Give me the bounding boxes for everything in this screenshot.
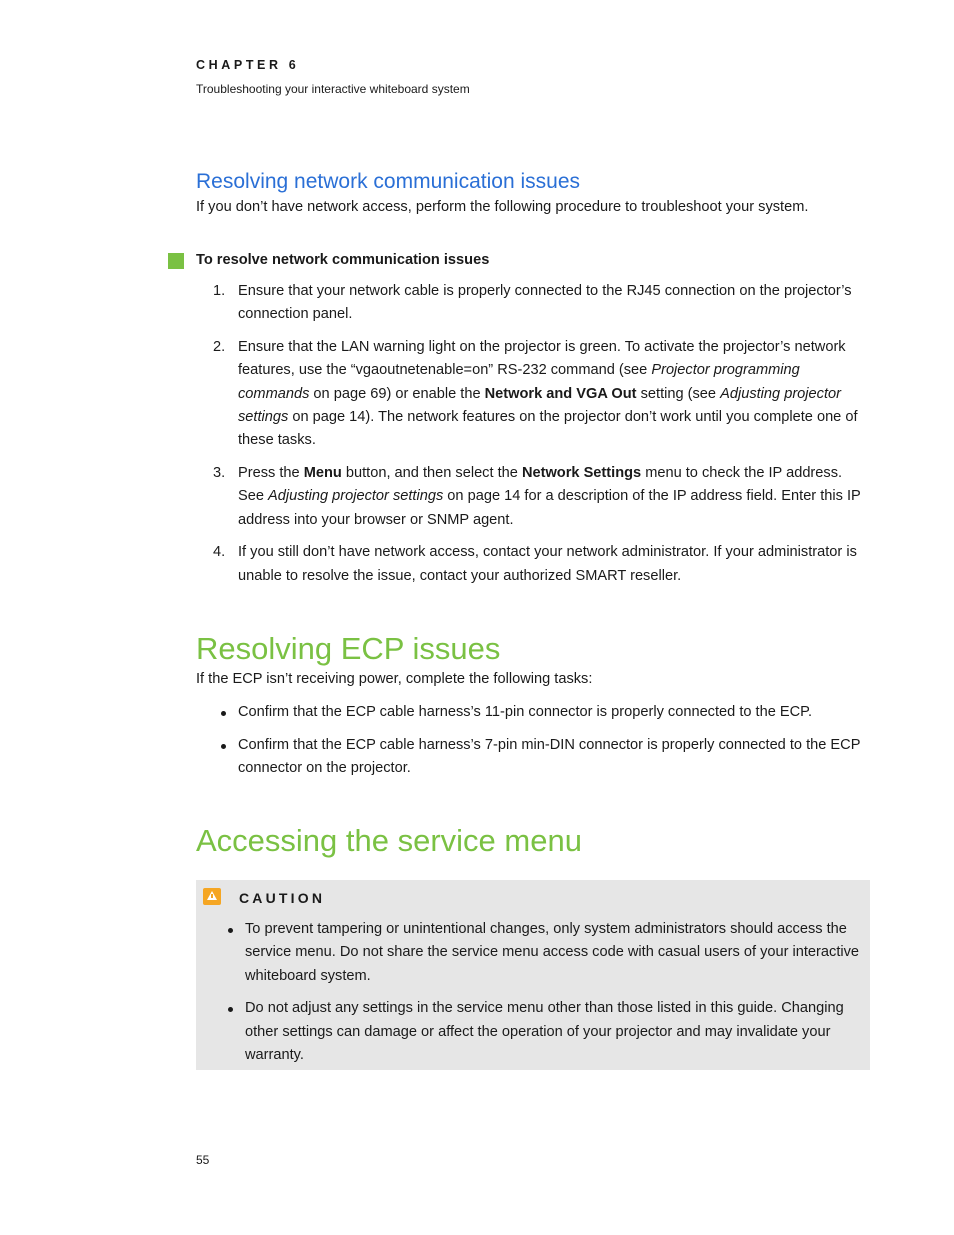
xref-projector-programming-commands[interactable]: Projector programming commands [238,362,800,402]
step-text: menu to check the IP address. See [238,465,843,505]
network-heading: Resolving network communication issues [196,170,580,193]
service-menu-heading: Accessing the service menu [196,823,582,858]
chapter-label: CHAPTER 6 [196,58,300,72]
list-item-text: Confirm that the ECP cable harness’s 11-pin connector is properly connected to the ECP. [238,704,813,720]
procedure-title: To resolve network communication issues [196,252,490,268]
page-number: 55 [196,1153,210,1167]
list-item [203,997,867,1067]
step-number: 1. [213,283,226,299]
xref-adjusting-projector-settings[interactable]: Adjusting projector settings [238,385,841,425]
procedure-steps [196,280,872,598]
caution-box [196,880,870,1070]
network-intro: If you don’t have network access, perform the following procedure to troubleshoot your system. [196,199,809,215]
list-item [203,918,867,988]
ecp-intro: If the ECP isn’t receiving power, complete the following tasks: [196,671,593,687]
step-item [196,541,872,588]
step-text: Press the [238,465,304,482]
xref-adjusting-projector-settings[interactable]: Adjusting projector settings [268,488,444,505]
step-text: Ensure that your network cable is properly connected to the RJ45 connection on the projector’s connection panel. [238,283,852,323]
step-text: button, and then select the [341,465,522,482]
bullet-dot [221,744,226,749]
step-number: 3. [213,465,226,482]
ecp-tasks [196,701,872,790]
bullet-dot [221,711,226,716]
bullet-dot [228,1007,233,1012]
step-item [196,336,872,452]
list-item-text: Do not adjust any settings in the service menu other than those listed in this guide. Changing other settings can damage or affect the operation of your projector and may invalidate your warranty. [245,1000,844,1063]
ecp-heading: Resolving ECP issues [196,631,501,666]
step-text: on page 14). The network features on the projector don’t work until you complete one of these tasks. [238,408,858,449]
step-item [196,462,872,532]
ui-term-menu: Menu [303,465,342,482]
step-text: If you still don’t have network access, contact your network administrator. If your administrator is unable to resolve the issue, contact your authorized SMART reseller. [238,544,857,584]
procedure-icon [168,253,184,269]
caution-label: CAUTION [239,890,326,906]
step-number: 4. [213,544,226,561]
ui-term-network-settings: Network Settings [521,465,642,482]
list-item [196,734,872,781]
chapter-subtitle: Troubleshooting your interactive whiteboard system [196,82,470,96]
step-text: on page 69) or enable the [309,385,485,402]
step-item [196,280,872,327]
list-item [196,701,872,724]
step-text: setting (see [636,385,721,402]
step-text: on page 14 for a description of the IP address field. Enter this IP address into your browser or SNMP agent. [238,488,861,528]
step-number: 2. [213,339,226,356]
list-item-text: Confirm that the ECP cable harness’s 7-pin min-DIN connector is properly connected to the ECP connector on the projector. [238,736,861,777]
bullet-dot [228,928,233,933]
warning-icon [203,888,221,905]
caution-list [203,918,867,1077]
ui-term-network-vga-out: Network and VGA Out [484,385,637,402]
step-text: Ensure that the LAN warning light on the projector is green. To activate the projector’s network features, use the “vgaoutnetenable=on” RS-232 command (see [238,339,846,379]
list-item-text: To prevent tampering or unintentional changes, only system administrators should access the service menu. Do not share the service menu access code with casual users of your interactive whiteboard system. [245,921,860,984]
